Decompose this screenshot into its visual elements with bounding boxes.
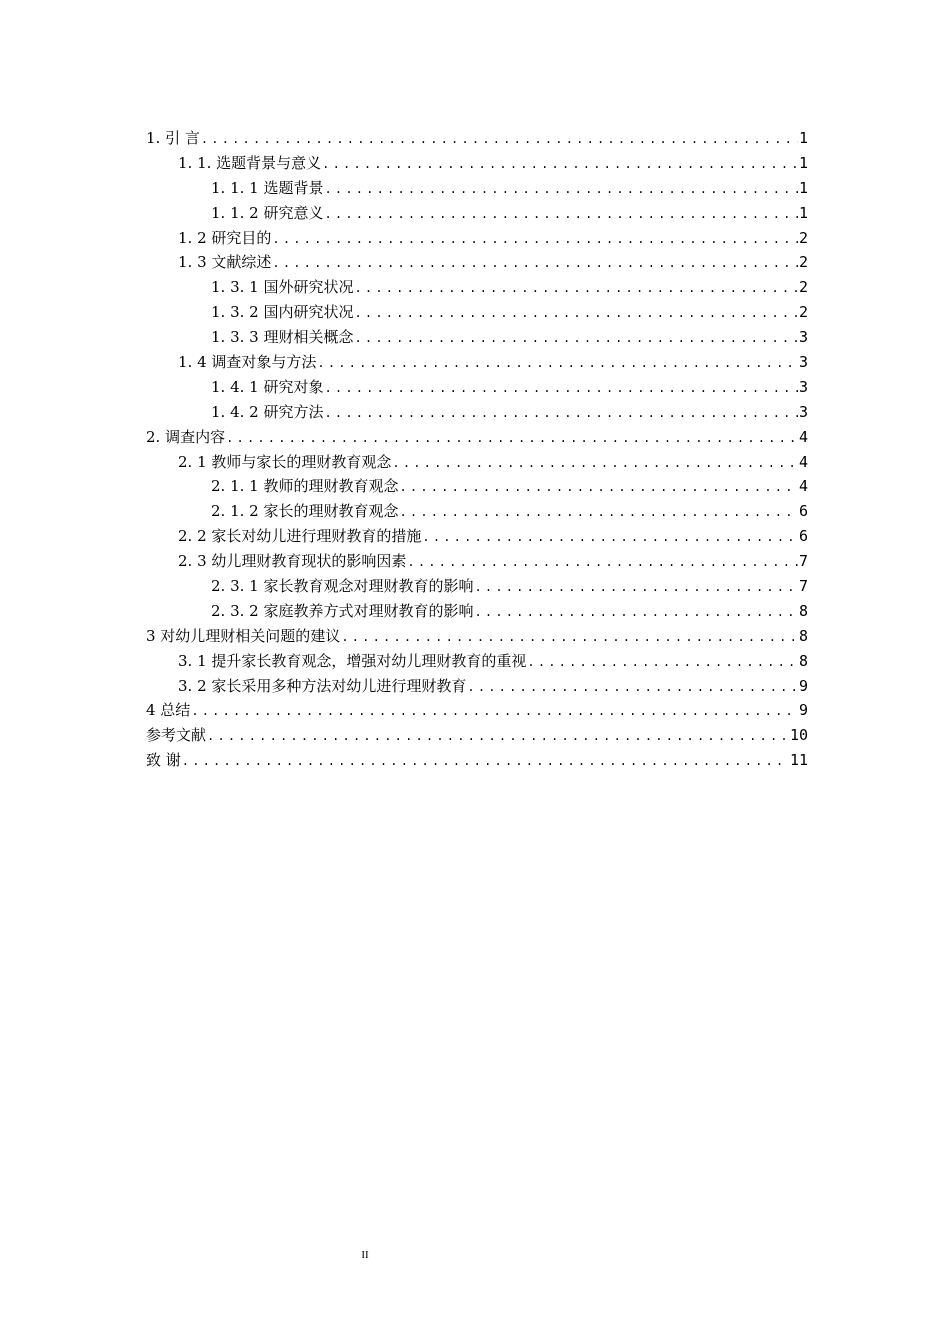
toc-entry-title: 1. 4. 2 研究方法 [211,402,324,421]
toc-entry-page: 6 [798,527,808,546]
toc-entry-title: 3. 1 提升家长教育观念，增强对幼儿理财教育的重视 [178,651,527,670]
toc-entry-page: 9 [798,676,808,695]
toc-entry-page: 4 [798,477,808,496]
toc-entry[interactable] [146,151,808,176]
toc-entry-title: 2. 3. 1 家长教育观念对理财教育的影响 [211,577,474,596]
toc-entry-page: 7 [798,552,808,571]
toc-entry-title: 1. 3. 1 国外研究状况 [211,278,354,297]
toc-entry-title: 1. 3 文献综述 [178,253,272,272]
toc-entry-title: 1. 2 研究目的 [178,228,272,247]
toc-entry-page: 8 [798,651,808,670]
toc-entry[interactable] [146,176,808,201]
toc-entry-title: 2. 1 教师与家长的理财教育观念 [178,452,392,471]
toc-entry[interactable] [146,549,808,574]
page-number: II [361,1249,369,1261]
toc-entry-page: 4 [798,427,808,446]
toc-entry-page: 1 [798,203,808,222]
toc-entry-title: 1. 1. 选题背景与意义 [178,153,322,172]
toc-entry-page: 2 [798,253,808,272]
toc-entry[interactable] [146,748,808,773]
toc-dot-leader [226,426,798,451]
toc-entry[interactable] [146,126,808,151]
toc-entry-page: 2 [798,303,808,322]
toc-dot-leader [324,202,797,227]
toc-entry[interactable] [146,201,808,226]
toc-entry-page: 8 [798,601,808,620]
toc-entry-page: 3 [798,402,808,421]
toc-entry[interactable] [146,425,808,450]
toc-dot-leader [201,127,798,152]
toc-dot-leader [322,152,798,177]
toc-entry-page: 10 [789,726,808,745]
toc-entry-title: 3. 2 家长采用多种方法对幼儿进行理财教育 [178,676,467,695]
toc-entry-title: 2. 1. 2 家长的理财教育观念 [211,502,399,521]
toc-dot-leader [392,451,798,476]
table-of-contents [146,126,808,773]
toc-entry[interactable] [146,275,808,300]
toc-dot-leader [474,575,797,600]
toc-dot-leader [324,177,797,202]
toc-entry-page: 3 [798,328,808,347]
toc-dot-leader [354,326,797,351]
toc-entry-title: 2. 2 家长对幼儿进行理财教育的措施 [178,527,422,546]
toc-entry-title: 1. 1. 1 选题背景 [211,178,324,197]
toc-entry[interactable] [146,450,808,475]
toc-entry[interactable] [146,698,808,723]
toc-entry[interactable] [146,400,808,425]
toc-entry[interactable] [146,624,808,649]
toc-dot-leader [182,749,789,774]
toc-entry-page: 2 [798,278,808,297]
toc-dot-leader [272,227,798,252]
toc-entry[interactable] [146,250,808,275]
toc-entry-page: 1 [798,153,808,172]
toc-entry-page: 3 [798,353,808,372]
toc-entry-title: 2. 调查内容 [146,427,226,446]
toc-entry[interactable] [146,574,808,599]
toc-dot-leader [341,625,798,650]
toc-entry[interactable] [146,350,808,375]
toc-dot-leader [474,600,797,625]
toc-entry-title: 1. 1. 2 研究意义 [211,203,324,222]
toc-entry-page: 7 [798,577,808,596]
toc-entry-page: 3 [798,377,808,396]
toc-entry-page: 4 [798,452,808,471]
toc-entry-title: 致 谢 [146,751,181,770]
toc-entry[interactable] [146,375,808,400]
toc-dot-leader [407,550,798,575]
toc-entry-title: 1. 4 调查对象与方法 [178,353,317,372]
toc-entry-page: 6 [798,502,808,521]
toc-dot-leader [399,475,797,500]
toc-dot-leader [324,401,797,426]
toc-dot-leader [324,376,797,401]
toc-entry[interactable] [146,226,808,251]
toc-entry-title: 2. 3 幼儿理财教育现状的影响因素 [178,552,407,571]
toc-entry-page: 8 [798,626,808,645]
toc-entry-title: 4 总结 [146,701,191,720]
toc-entry[interactable] [146,474,808,499]
toc-dot-leader [399,500,797,525]
toc-entry-page: 1 [798,129,808,147]
toc-entry-title: 参考文献 [146,726,207,745]
toc-entry-title: 1. 3. 2 国内研究状况 [211,303,354,322]
toc-entry-title: 3 对幼儿理财相关问题的建议 [146,626,341,645]
toc-entry-title: 1. 3. 3 理财相关概念 [211,328,354,347]
toc-entry[interactable] [146,325,808,350]
toc-dot-leader [207,724,789,749]
toc-dot-leader [527,650,798,675]
toc-dot-leader [467,675,798,700]
toc-entry[interactable] [146,723,808,748]
toc-entry-title: 2. 3. 2 家庭教养方式对理财教育的影响 [211,601,474,620]
toc-entry-page: 9 [798,701,808,720]
toc-entry-title: 1. 引 言 [146,129,200,147]
toc-entry[interactable] [146,674,808,699]
toc-dot-leader [191,699,798,724]
toc-dot-leader [272,251,798,276]
toc-dot-leader [354,301,797,326]
toc-dot-leader [317,351,798,376]
toc-entry-title: 1. 4. 1 研究对象 [211,377,324,396]
toc-entry-page: 11 [789,751,808,770]
toc-entry-page: 1 [798,178,808,197]
toc-entry[interactable] [146,499,808,524]
toc-entry[interactable] [146,599,808,624]
toc-entry[interactable] [146,300,808,325]
toc-entry-page: 2 [798,228,808,247]
toc-dot-leader [354,276,797,301]
toc-dot-leader [422,525,798,550]
toc-entry-title: 2. 1. 1 教师的理财教育观念 [211,477,399,496]
toc-entry[interactable] [146,649,808,674]
toc-entry[interactable] [146,524,808,549]
